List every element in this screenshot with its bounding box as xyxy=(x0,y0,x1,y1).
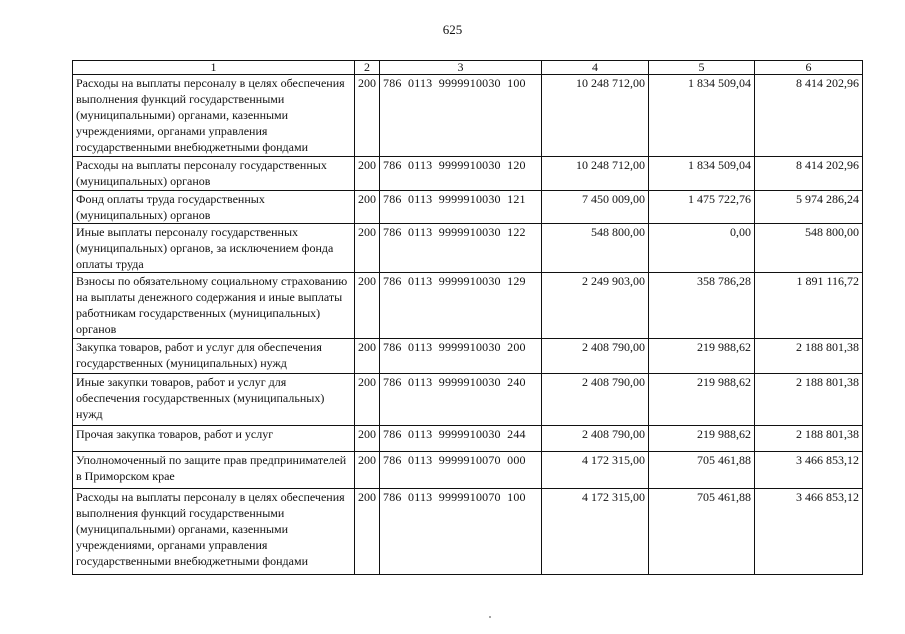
row-col6: 8 414 202,96 xyxy=(755,75,863,157)
row-line-code: 200 xyxy=(355,191,380,224)
row-col6: 1 891 116,72 xyxy=(755,273,863,339)
budget-table xyxy=(72,60,863,575)
row-line-code: 200 xyxy=(355,75,380,157)
row-col5: 705 461,88 xyxy=(649,452,755,489)
row-line-code: 200 xyxy=(355,273,380,339)
row-col6: 8 414 202,96 xyxy=(755,157,863,191)
row-budget-code: 786 0113 9999910030 100 xyxy=(380,75,542,157)
row-col4: 10 248 712,00 xyxy=(542,75,649,157)
row-col5: 219 988,62 xyxy=(649,426,755,452)
row-name: Уполномоченный по защите прав предпринимателей в Приморском крае xyxy=(73,452,355,489)
row-budget-code: 786 0113 9999910030 240 xyxy=(380,374,542,426)
table-row xyxy=(73,157,863,191)
table-row xyxy=(73,374,863,426)
row-budget-code: 786 0113 9999910030 129 xyxy=(380,273,542,339)
row-col5: 219 988,62 xyxy=(649,374,755,426)
table-row xyxy=(73,75,863,157)
row-col6: 2 188 801,38 xyxy=(755,339,863,374)
row-name: Иные выплаты персоналу государственных (муниципальных) органов, за исключением фонда оплаты труда xyxy=(73,224,355,273)
row-col4: 7 450 009,00 xyxy=(542,191,649,224)
row-col6: 2 188 801,38 xyxy=(755,374,863,426)
row-line-code: 200 xyxy=(355,157,380,191)
row-col4: 2 408 790,00 xyxy=(542,339,649,374)
row-line-code: 200 xyxy=(355,224,380,273)
col-header-4: 4 xyxy=(542,61,649,75)
row-budget-code: 786 0113 9999910070 000 xyxy=(380,452,542,489)
row-col5: 0,00 xyxy=(649,224,755,273)
row-col6: 3 466 853,12 xyxy=(755,489,863,575)
row-budget-code: 786 0113 9999910070 100 xyxy=(380,489,542,575)
row-name: Расходы на выплаты персоналу в целях обеспечения выполнения функций государственными (муниципальными) органами, казенными учреждениями, органами управления государственными внебюджетными фондами xyxy=(73,489,355,575)
scan-speck xyxy=(489,616,491,618)
row-budget-code: 786 0113 9999910030 244 xyxy=(380,426,542,452)
table-row xyxy=(73,452,863,489)
row-col5: 1 834 509,04 xyxy=(649,157,755,191)
row-budget-code: 786 0113 9999910030 121 xyxy=(380,191,542,224)
row-line-code: 200 xyxy=(355,374,380,426)
row-col5: 358 786,28 xyxy=(649,273,755,339)
row-line-code: 200 xyxy=(355,452,380,489)
table-row xyxy=(73,426,863,452)
row-budget-code: 786 0113 9999910030 200 xyxy=(380,339,542,374)
row-name: Расходы на выплаты персоналу государственных (муниципальных) органов xyxy=(73,157,355,191)
header-row xyxy=(73,61,863,75)
row-name: Расходы на выплаты персоналу в целях обеспечения выполнения функций государственными (муниципальными) органами, казенными учреждениями, органами управления государственными внебюджетными фондами xyxy=(73,75,355,157)
row-budget-code: 786 0113 9999910030 120 xyxy=(380,157,542,191)
row-col5: 1 475 722,76 xyxy=(649,191,755,224)
row-col4: 548 800,00 xyxy=(542,224,649,273)
col-header-3: 3 xyxy=(380,61,542,75)
row-col6: 3 466 853,12 xyxy=(755,452,863,489)
table-row xyxy=(73,191,863,224)
table-row xyxy=(73,273,863,339)
row-col4: 2 249 903,00 xyxy=(542,273,649,339)
col-header-2: 2 xyxy=(355,61,380,75)
table-row xyxy=(73,489,863,575)
col-header-1: 1 xyxy=(73,61,355,75)
col-header-6: 6 xyxy=(755,61,863,75)
row-col4: 2 408 790,00 xyxy=(542,374,649,426)
row-name: Фонд оплаты труда государственных (муниципальных) органов xyxy=(73,191,355,224)
row-name: Иные закупки товаров, работ и услуг для обеспечения государственных (муниципальных) нужд xyxy=(73,374,355,426)
row-line-code: 200 xyxy=(355,339,380,374)
row-col5: 219 988,62 xyxy=(649,339,755,374)
table-row xyxy=(73,339,863,374)
row-col5: 1 834 509,04 xyxy=(649,75,755,157)
row-name: Прочая закупка товаров, работ и услуг xyxy=(73,426,355,452)
row-col5: 705 461,88 xyxy=(649,489,755,575)
row-line-code: 200 xyxy=(355,426,380,452)
table-row xyxy=(73,224,863,273)
row-col6: 5 974 286,24 xyxy=(755,191,863,224)
row-line-code: 200 xyxy=(355,489,380,575)
page-number: 625 xyxy=(442,22,463,37)
row-budget-code: 786 0113 9999910030 122 xyxy=(380,224,542,273)
row-col6: 2 188 801,38 xyxy=(755,426,863,452)
row-name: Закупка товаров, работ и услуг для обеспечения государственных (муниципальных) нужд xyxy=(73,339,355,374)
row-col4: 4 172 315,00 xyxy=(542,452,649,489)
row-col4: 4 172 315,00 xyxy=(542,489,649,575)
row-name: Взносы по обязательному социальному страхованию на выплаты денежного содержания и иные выплаты работникам государственных (муниципальных) органов xyxy=(73,273,355,339)
col-header-5: 5 xyxy=(649,61,755,75)
row-col4: 2 408 790,00 xyxy=(542,426,649,452)
row-col6: 548 800,00 xyxy=(755,224,863,273)
row-col4: 10 248 712,00 xyxy=(542,157,649,191)
